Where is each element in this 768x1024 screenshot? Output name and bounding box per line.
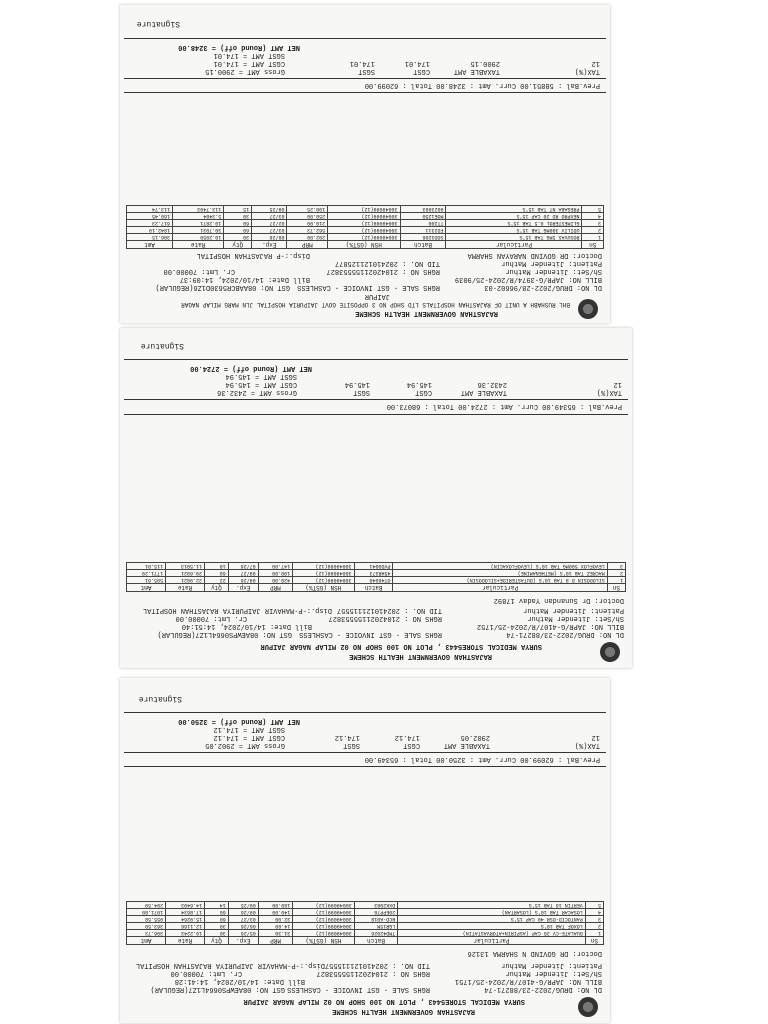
- cell-exp: 08/26: [252, 234, 287, 241]
- cell-exp: 07/26: [228, 563, 258, 570]
- header-hsn: HSN (GST%): [293, 937, 354, 945]
- cell-sn: 3: [585, 916, 603, 923]
- cell-hsn: 30049099(12): [293, 570, 354, 577]
- receipt-1: [120, 5, 610, 323]
- cell-batch: DXK2083: [354, 902, 398, 909]
- cell-amt: 113.74: [127, 206, 173, 213]
- doctor-name: Doctor: Dr Sunandan Yadav 17892: [493, 596, 624, 604]
- sale-type: RGHS SALE - GST INVOICE - CASHLESS: [297, 283, 440, 291]
- cell-qty: 60: [205, 909, 229, 916]
- cell-hsn: 30049099(12): [293, 923, 354, 930]
- header-sn: Sn: [585, 937, 603, 945]
- cell-mrp: 180.00: [258, 902, 293, 909]
- cell-particular: DUALATE-CV 20 CAP (ASPIRIN+ATORVASTATIN): [398, 930, 585, 937]
- cell-exp: 09/27: [228, 570, 258, 577]
- cell-exp: 03/27: [252, 213, 287, 220]
- receipt-2-content: [120, 328, 632, 668]
- cell-mrp: 140.00: [258, 909, 293, 916]
- table-header-row: [127, 241, 604, 249]
- rghs-number: RGHS NO : 21042021155553827: [328, 614, 442, 622]
- cell-batch: LGR15M: [354, 923, 398, 930]
- cgst-amount: CGST AMT = 174.01: [213, 59, 285, 67]
- cell-amt: 115.81: [127, 563, 166, 570]
- cell-batch: SOD3206: [400, 234, 446, 241]
- sgst-value: 174.12: [334, 733, 360, 741]
- cell-batch: BCD-A018: [354, 916, 398, 923]
- cgst-amount: CGST AMT = 145.94: [225, 380, 297, 388]
- shset: Sh/Set: Jitender Mathur: [505, 267, 602, 275]
- net-amount: NET AMT (Round off) = 3248.00: [178, 43, 300, 51]
- cell-sn: 5: [582, 206, 604, 213]
- gst-number: GST NO: 08AABCR5630D1Z6(REGULAR): [155, 283, 290, 291]
- table-row: [127, 916, 604, 923]
- divider: [124, 399, 628, 400]
- cell-amt: 1071.80: [127, 909, 166, 916]
- receipt-1-content: [120, 5, 610, 323]
- cell-exp: 09/26: [228, 577, 258, 584]
- cell-rate: 22.9821: [166, 577, 205, 584]
- dispensary: Disp.:-P-MAHAVIR JAIPURIYA RAJASTHAN HOSPITAL: [135, 961, 325, 969]
- sgst-label: SGST: [353, 388, 370, 396]
- header-amt: Amt: [127, 937, 166, 945]
- cell-rate: 30.7031: [172, 227, 223, 234]
- receipt-3-content: [120, 678, 610, 1023]
- cell-mrp: 100.25: [287, 206, 328, 213]
- cell-amt: 363.50: [127, 923, 166, 930]
- tax-label: TAX(%): [574, 67, 600, 75]
- cell-amt: 306.15: [127, 234, 173, 241]
- table-row: [127, 923, 604, 930]
- sale-type: RGHS SALE - GST INVOICE - CASHLESS: [287, 985, 430, 993]
- header-batch: Batch: [354, 937, 398, 945]
- cell-amt: 160.45: [127, 213, 173, 220]
- header-amt: Amt: [127, 584, 166, 592]
- divider: [124, 752, 606, 753]
- scheme-title: RAJASTHAN GOVERNMENT HEALTH SCHEME: [332, 1007, 475, 1015]
- net-amount: NET AMT (Round off) = 3250.00: [178, 717, 300, 725]
- bill-date: Bill Date: 14/10/2024, 14:09:37: [179, 275, 310, 283]
- credit-limit: Cr. Lmt: 70000.00: [163, 267, 235, 275]
- header-particular: Particular: [398, 937, 585, 945]
- cell-hsn: 30049099(12): [293, 930, 354, 937]
- sgst-amount: SGST AMT = 174.01: [213, 51, 285, 59]
- store-name: SURYA MEDICAL STORE5443 , PLOT NO 100 SHOP NO 02 MILAP NAGAR JAIPUR: [260, 642, 542, 650]
- header-particular: Particular: [393, 584, 607, 592]
- cell-particular: NEXPRO RD 20 CAP 15'S: [446, 213, 582, 220]
- bill-date: Bill Date: 14/10/2024, 14:51:40: [181, 622, 312, 630]
- table-row: [127, 577, 626, 584]
- credit-limit: Cr. Lmt: 70000.00: [175, 614, 247, 622]
- bill-date: Bill Date: 14/10/2024, 14:41:28: [174, 977, 305, 985]
- cell-amt: 617.23: [127, 220, 173, 227]
- cell-rate: 10.2871: [172, 220, 223, 227]
- cell-rate: 113.7493: [172, 206, 223, 213]
- cell-batch: OT46040: [354, 577, 393, 584]
- taxable-label: TAXABLE AMT: [460, 388, 507, 396]
- table-row: [127, 213, 604, 220]
- cell-exp: 02/27: [252, 220, 287, 227]
- cgst-value: 145.94: [406, 380, 432, 388]
- header-mrp: MRP: [258, 937, 293, 945]
- cell-hsn: 30049099(12): [293, 902, 354, 909]
- bill-number: BILL NO: JAPR/G-4107/R/2024-25/1752: [476, 622, 624, 630]
- tid-number: TID NO. : 202410121115557: [336, 606, 442, 614]
- cell-qty: 60: [205, 570, 229, 577]
- header-exp: Exp.: [228, 584, 258, 592]
- cell-particular: LEVOFLOX 500MG TAB 10'S (LEVOFLOXACIN): [393, 563, 607, 570]
- credit-limit: Cr. Lmt: 70000.00: [170, 969, 242, 977]
- cell-hsn: 30049099(12): [293, 563, 354, 570]
- header-qty: Qty: [205, 937, 229, 945]
- dl-number: DL NO: DRUG/2022-23/88271-74: [484, 985, 602, 993]
- header-qty: Qty: [224, 241, 252, 249]
- cell-particular: PANTOCID-DSR 40 CAP 15'S: [398, 916, 585, 923]
- cell-sn: 1: [582, 234, 604, 241]
- cell-particular: PREGABA NT TAB 15'S: [446, 206, 582, 213]
- cell-particular: SILODOSIN D 8 TAB 10'S (DUTASTERIDE+SILODOSIN): [393, 577, 607, 584]
- header-exp: Exp.: [252, 241, 287, 249]
- cell-qty: 15: [224, 206, 252, 213]
- header-rate: Rate: [166, 584, 205, 592]
- cell-hsn: 30049099(12): [328, 227, 400, 234]
- cell-exp: 09/26: [228, 909, 258, 916]
- cell-amt: 955.58: [127, 916, 166, 923]
- sgst-amount: SGST AMT = 174.12: [213, 725, 285, 733]
- tid-number: TID NO. : 202410121125877: [334, 259, 440, 267]
- cell-hsn: 30049099(12): [293, 909, 354, 916]
- cell-hsn: 30049099(12): [328, 234, 400, 241]
- sale-type: RGHS SALE - GST INVOICE - CASHLESS: [299, 630, 442, 638]
- cell-rate: 11.5813: [166, 563, 205, 570]
- header-rate: Rate: [172, 241, 223, 249]
- receipt-2: [120, 328, 632, 668]
- divider: [124, 414, 628, 415]
- table-row: [127, 227, 604, 234]
- cell-sn: 3: [607, 563, 625, 570]
- store-name: BHL RUSHABH A UNIT OF RAJASTHAN HOSPITALS LTD SHOP NO 3 OPPOSITE GOVT JAIPURIA HOSPITAL JLN MARG MILAP NAGAR: [181, 301, 570, 308]
- header-hsn: HSN (GST%): [328, 241, 400, 249]
- divider: [124, 38, 606, 39]
- cell-exp: 03/27: [252, 227, 287, 234]
- cell-sn: 4: [582, 213, 604, 220]
- header-qty: Qty: [205, 584, 229, 592]
- store-city: JAIPUR: [364, 292, 390, 300]
- table-row: [127, 930, 604, 937]
- cell-rate: 10.2243: [166, 930, 205, 937]
- bill-number: BILL NO: JAPR/G-4107/R/2024-25/1751: [454, 977, 602, 985]
- cell-particular: LOXOF TAB 10'S: [398, 923, 585, 930]
- cell-sn: 2: [582, 227, 604, 234]
- table-header-row: [127, 937, 604, 945]
- dl-number: DL NO: DRUG/2022-28/96602-03: [484, 283, 602, 291]
- cgst-label: CGST: [403, 741, 420, 749]
- balance-line: Prev.Bal : 62099.00 Curr. Amt : 3250.00 Total : 65349.00: [364, 755, 600, 763]
- rghs-number: RGHS NO : 21042021155553827: [326, 267, 440, 275]
- gst-number: GST NO: 08AEWPS0664L1Z7(REGULAR): [150, 985, 285, 993]
- cell-sn: 5: [585, 902, 603, 909]
- cell-particular: UDILIV 300MG TAB 15'S: [446, 227, 582, 234]
- cell-mrp: 420.00: [258, 577, 292, 584]
- cgst-amount: CGST AMT = 174.12: [213, 733, 285, 741]
- header-exp: Exp.: [228, 937, 258, 945]
- cell-qty: 30: [224, 213, 252, 220]
- cell-batch: 0023003: [400, 206, 446, 213]
- table-header-row: [127, 584, 626, 592]
- cgst-label: CGST: [415, 388, 432, 396]
- cell-qty: 30: [224, 234, 252, 241]
- sgst-amount: SGST AMT = 145.94: [225, 372, 297, 380]
- gross-amount: Gross AMT = 2900.15: [205, 67, 285, 75]
- net-amount: NET AMT (Round off) = 2724.00: [190, 364, 312, 372]
- gst-number: GST NO: 08AEWPS0664L1Z7(REGULAR): [157, 630, 292, 638]
- gross-amount: Gross AMT = 2432.36: [217, 388, 297, 396]
- table-row: [127, 563, 626, 570]
- table-row: [127, 902, 604, 909]
- cell-rate: 12.1166: [166, 923, 205, 930]
- dispensary: Disp.:-P RAJASTHAN HOSPITAL: [196, 251, 310, 259]
- cell-mrp: 562.73: [287, 227, 328, 234]
- table-row: [127, 570, 626, 577]
- cell-amt: 1842.19: [127, 227, 173, 234]
- cell-sn: 1: [585, 930, 603, 937]
- cell-qty: 10: [205, 563, 229, 570]
- cgst-label: CGST: [413, 67, 430, 75]
- header-sn: Sn: [607, 584, 625, 592]
- cell-exp: 09/25: [228, 902, 258, 909]
- signature-label: Signature: [138, 694, 182, 703]
- sgst-value: 174.01: [349, 59, 375, 67]
- patient-name: Patient: Jitender Mathur: [501, 961, 602, 969]
- cell-batch: TMD42026: [354, 930, 398, 937]
- cell-particular: GLIMESTEROL 0.5 TAB 15'S: [446, 220, 582, 227]
- cell-mrp: 198.00: [258, 570, 292, 577]
- cell-rate: 14.6493: [166, 902, 205, 909]
- cell-qty: 60: [224, 227, 252, 234]
- sgst-value: 145.94: [344, 380, 370, 388]
- balance-line: Prev.Bal : 58851.00 Curr. Amt : 3248.00 Total : 62099.00: [364, 81, 600, 89]
- divider: [124, 78, 606, 79]
- cell-exp: 06/26: [228, 923, 258, 930]
- cell-sn: 1: [607, 577, 625, 584]
- scheme-title: RAJASTHAN GOVERNMENT HEALTH SCHEME: [355, 309, 498, 317]
- header-hsn: HSN (GST%): [293, 584, 354, 592]
- cell-sn: 4: [585, 909, 603, 916]
- header-mrp: MRP: [287, 241, 328, 249]
- cell-qty: 14: [205, 902, 229, 909]
- cell-hsn: 30049099(12): [328, 220, 400, 227]
- receipt-3: [120, 678, 610, 1023]
- cell-batch: 45HR373: [354, 570, 393, 577]
- header-rate: Rate: [166, 937, 205, 945]
- header-amt: Amt: [127, 241, 173, 249]
- cell-sn: 2: [607, 570, 625, 577]
- doctor-name: Doctor: DR GOVIND N SHARMA 13126: [467, 949, 602, 957]
- cell-sn: 2: [585, 923, 603, 930]
- rghs-logo-icon: [578, 299, 598, 319]
- cell-exp: 09/25: [252, 206, 287, 213]
- divider: [124, 712, 606, 713]
- taxable-value: 2432.36: [477, 380, 507, 388]
- cell-rate: 5.3484: [172, 213, 223, 220]
- cell-qty: 30: [205, 930, 229, 937]
- sgst-label: SGST: [358, 67, 375, 75]
- divider: [124, 92, 606, 93]
- cell-batch: FD2311: [400, 227, 446, 234]
- items-table: [126, 205, 604, 249]
- bill-number: BILL NO: JAPR/G-3974/R/2024-25/9039: [454, 275, 602, 283]
- cell-qty: 22: [205, 577, 229, 584]
- cell-amt: 204.59: [127, 902, 166, 909]
- cgst-value: 174.01: [404, 59, 430, 67]
- cell-batch: MOE1250: [400, 213, 446, 220]
- cell-mrp: 210.00: [287, 220, 328, 227]
- cell-rate: 17.8634: [166, 909, 205, 916]
- cell-exp: 05/26: [228, 930, 258, 937]
- table-row: [127, 206, 604, 213]
- cell-batch: 20EPP78: [354, 909, 398, 916]
- tax-rate: 12: [591, 733, 600, 741]
- cell-sn: 3: [582, 220, 604, 227]
- cell-amt: 505.61: [127, 577, 166, 584]
- scheme-title: RAJASTHAN GOVERNMENT HEALTH SCHEME: [349, 652, 492, 660]
- table-row: [127, 234, 604, 241]
- patient-name: Patient: Jitender Mathur: [501, 259, 602, 267]
- cell-amt: 1771.29: [127, 570, 166, 577]
- header-batch: Batch: [354, 584, 393, 592]
- cgst-value: 174.12: [394, 733, 420, 741]
- header-particular: Particular: [446, 241, 582, 249]
- cell-exp: 03/27: [228, 916, 258, 923]
- cell-hsn: 30049099(12): [328, 206, 400, 213]
- header-batch: Batch: [400, 241, 446, 249]
- tax-rate: 12: [591, 59, 600, 67]
- dl-number: DL NO: DRUG/2022-23/88271-74: [506, 630, 624, 638]
- cell-qty: 30: [205, 923, 229, 930]
- table-row: [127, 220, 604, 227]
- cell-amt: 306.73: [127, 930, 166, 937]
- cell-mrp: 31.30: [258, 930, 293, 937]
- cell-mrp: 147.00: [258, 563, 292, 570]
- header-mrp: MRP: [258, 584, 292, 592]
- cell-particular: LOSACAR TAB 10'S (LOSARTAN): [398, 909, 585, 916]
- tax-label: TAX(%): [574, 741, 600, 749]
- rghs-logo-icon: [600, 642, 620, 662]
- signature-label: Signature: [136, 19, 180, 28]
- cell-hsn: 30049099(12): [293, 577, 354, 584]
- cell-batch: PVD0041: [354, 563, 393, 570]
- items-table: [126, 901, 604, 945]
- cell-mrp: 32.00: [258, 916, 293, 923]
- store-name: SURYA MEDICAL STORE5443 , PLOT NO 100 SHOP NO 02 MILAP NAGAR JAIPUR: [243, 997, 525, 1005]
- cell-qty: 60: [224, 220, 252, 227]
- cell-batch: TT200: [400, 220, 446, 227]
- balance-line: Prev.Bal : 65349.00 Curr. Amt : 2724.00 Total : 68073.00: [386, 402, 622, 410]
- gross-amount: Gross AMT = 2902.05: [205, 741, 285, 749]
- cell-particular: MACREZ TAB 10'S (METHENAMINE): [393, 570, 607, 577]
- signature-label: Signature: [140, 341, 184, 350]
- divider: [124, 359, 628, 360]
- sgst-label: SGST: [343, 741, 360, 749]
- cell-rate: 29.6821: [166, 570, 205, 577]
- dispensary: Disp.:-P-MAHAVIR JAIPURIYA RAJASTHAN HOSPITAL: [142, 606, 332, 614]
- divider: [124, 766, 606, 767]
- cell-hsn: 30049099(12): [293, 916, 354, 923]
- items-table: [126, 562, 626, 592]
- table-row: [127, 909, 604, 916]
- taxable-value: 2902.05: [460, 733, 490, 741]
- patient-name: Patient: Jitender Mathur: [523, 606, 624, 614]
- cell-qty: 60: [205, 916, 229, 923]
- shset: Sh/Set: Jitender Mathur: [505, 969, 602, 977]
- taxable-label: TAXABLE AMT: [453, 67, 500, 75]
- tax-label: TAX(%): [596, 388, 622, 396]
- shset: Sh/Set: Jitender Mathur: [527, 614, 624, 622]
- cell-hsn: 30049099(12): [328, 213, 400, 220]
- header-sn: Sn: [582, 241, 604, 249]
- doctor-name: Doctor: DR GOVIND NARAYAN SHARMA: [467, 251, 602, 259]
- cell-rate: 10.2050: [172, 234, 223, 241]
- cell-particular: VERTIN 16 TAB 15'S: [398, 902, 585, 909]
- tax-rate: 12: [613, 380, 622, 388]
- cell-mrp: 258.00: [287, 213, 328, 220]
- tid-number: TID NO. : 202410121115557: [324, 961, 430, 969]
- cell-rate: 15.9264: [166, 916, 205, 923]
- rghs-logo-icon: [578, 997, 598, 1017]
- taxable-label: TAXABLE AMT: [443, 741, 490, 749]
- cell-mrp: 202.00: [287, 234, 328, 241]
- cell-particular: ROSUVAS 5MG TAB 15'S: [446, 234, 582, 241]
- rghs-number: RGHS NO : 21042021155553827: [316, 969, 430, 977]
- taxable-value: 2900.15: [470, 59, 500, 67]
- cell-mrp: 14.80: [258, 923, 293, 930]
